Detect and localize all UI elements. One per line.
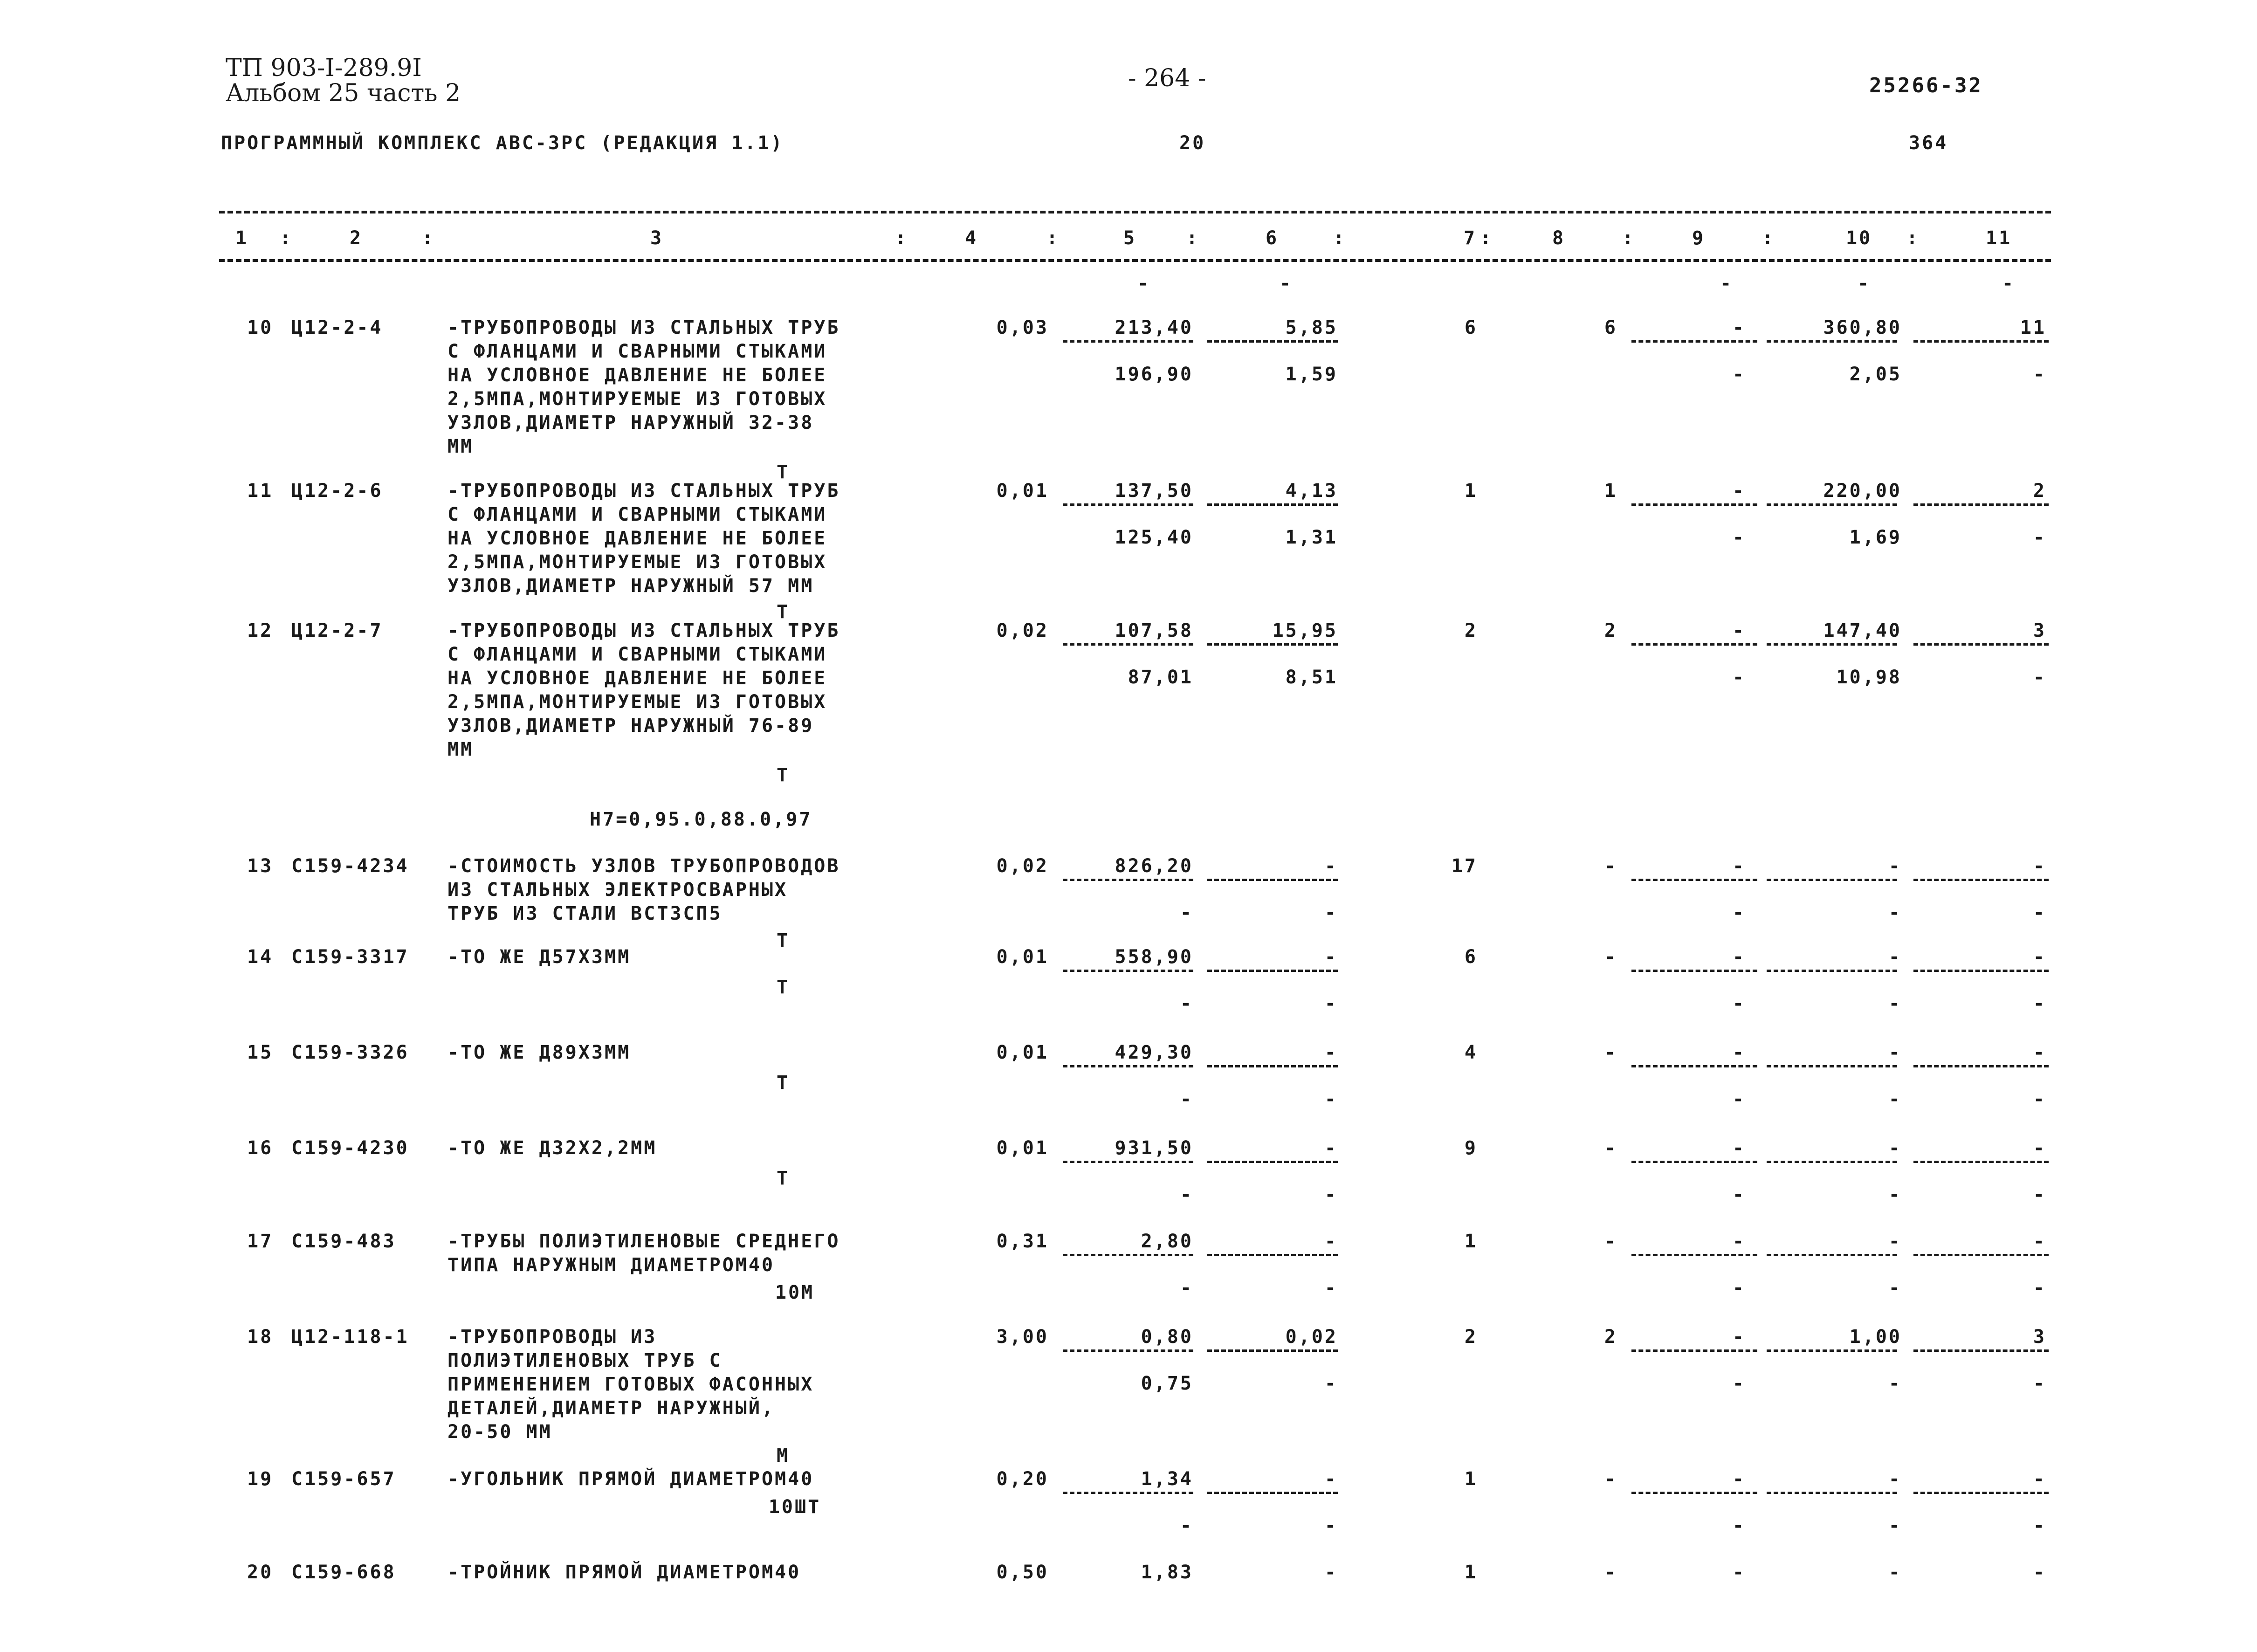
row-unit: М — [776, 1445, 790, 1466]
row-c11-top: 3 — [2033, 1326, 2046, 1348]
cell-divider — [1063, 340, 1193, 343]
row-c6-bottom: - — [1324, 993, 1338, 1014]
row-description: -ТРУБЫ ПОЛИЭТИЛЕНОВЫЕ СРЕДНЕГО ТИПА НАРУЖНЫМ ДИАМЕТРОМ40 — [447, 1231, 840, 1276]
row-c8: - — [1604, 1562, 1617, 1583]
row-code: С159-668 — [291, 1562, 396, 1583]
cell-divider — [1913, 1065, 2049, 1067]
row-c10-bottom: - — [1888, 1277, 1902, 1299]
row-number: 18 — [247, 1326, 274, 1348]
row-number: 14 — [247, 946, 274, 968]
row-quantity: 0,03 — [996, 317, 1049, 338]
row-unit: Т — [776, 1168, 790, 1189]
row-c7: 2 — [1464, 1326, 1478, 1348]
cell-divider — [1063, 970, 1193, 972]
column-separator: : — [1333, 227, 1347, 249]
row-c9-top: - — [1732, 1468, 1746, 1490]
row-description: -УГОЛЬНИК ПРЯМОЙ ДИАМЕТРОМ40 — [447, 1468, 814, 1490]
row-c7: 4 — [1464, 1042, 1478, 1063]
column-header-6: 6 — [1266, 227, 1279, 249]
table-header-rule — [219, 259, 2051, 262]
row-description: -ТРУБОПРОВОДЫ ИЗ СТАЛЬНЫХ ТРУБ С ФЛАНЦАМИ И СВАРНЫМИ СТЫКАМИ НА УСЛОВНОЕ ДАВЛЕНИЕ НЕ БОЛЕЕ 2,5МПА,МОНТИРУЕМЫЕ ИЗ ГОТОВЫХ УЗЛОВ,ДИАМЕТР НАРУЖНЫЙ 76-89 ММ — [447, 620, 840, 760]
row-c6-bottom: 1,31 — [1285, 527, 1338, 548]
column-header-9: 9 — [1692, 227, 1706, 249]
row-c11-bottom: - — [2033, 1088, 2046, 1110]
row-c7: 6 — [1464, 317, 1478, 338]
cell-divider — [1631, 1492, 1757, 1494]
row-c6-top: - — [1324, 946, 1338, 968]
row-description: -ТРУБОПРОВОДЫ ИЗ СТАЛЬНЫХ ТРУБ С ФЛАНЦАМИ И СВАРНЫМИ СТЫКАМИ НА УСЛОВНОЕ ДАВЛЕНИЕ НЕ БОЛЕЕ 2,5МПА,МОНТИРУЕМЫЕ ИЗ ГОТОВЫХ УЗЛОВ,ДИАМЕТР НАРУЖНЫЙ 57 ММ — [447, 480, 840, 597]
row-quantity: 0,01 — [996, 1137, 1049, 1159]
row-c5-top: 0,80 — [1141, 1326, 1193, 1348]
row-c10-top: - — [1888, 1468, 1902, 1490]
row-quantity: 0,01 — [996, 1042, 1049, 1063]
row-unit: 10М — [775, 1282, 815, 1303]
row-c6-top: 4,13 — [1285, 480, 1338, 502]
program-title: ПРОГРАММНЫЙ КОМПЛЕКС АВС-3РС (РЕДАКЦИЯ 1.1) — [221, 132, 784, 154]
row-code: С159-657 — [291, 1468, 396, 1490]
row-c9-bottom: - — [1732, 993, 1746, 1014]
row-c10-top: - — [1888, 1137, 1902, 1159]
row-c11-top: - — [2033, 1562, 2046, 1583]
row-quantity: 0,20 — [996, 1468, 1049, 1490]
row-c9-bottom: - — [1732, 1088, 1746, 1110]
row-description: -ТРУБОПРОВОДЫ ИЗ СТАЛЬНЫХ ТРУБ С ФЛАНЦАМИ И СВАРНЫМИ СТЫКАМИ НА УСЛОВНОЕ ДАВЛЕНИЕ НЕ БОЛЕЕ 2,5МПА,МОНТИРУЕМЫЕ ИЗ ГОТОВЫХ УЗЛОВ,ДИАМЕТР НАРУЖНЫЙ 32-38 ММ — [447, 317, 840, 457]
row-c7: 1 — [1464, 1231, 1478, 1252]
row-c9-bottom: - — [1732, 1277, 1746, 1299]
row-c7: 6 — [1464, 946, 1478, 968]
row-c6-bottom: - — [1324, 902, 1338, 923]
row-c5-top: 107,58 — [1115, 620, 1193, 641]
row-c9-top: - — [1732, 1042, 1746, 1063]
cell-divider — [1913, 643, 2049, 646]
cell-divider — [1207, 1492, 1338, 1494]
cell-divider — [1207, 879, 1338, 881]
row-code: С159-3317 — [291, 946, 409, 968]
row-c7: 17 — [1451, 855, 1478, 877]
row-description: -ТРУБОПРОВОДЫ ИЗ ПОЛИЭТИЛЕНОВЫХ ТРУБ С ПРИМЕНЕНИЕМ ГОТОВЫХ ФАСОННЫХ ДЕТАЛЕЙ,ДИАМЕТР НАРУЖНЫЙ, 20-50 ММ — [447, 1326, 814, 1443]
row-c6-top: - — [1324, 1137, 1338, 1159]
row-c10-top: - — [1888, 1562, 1902, 1583]
row-unit: Т — [776, 601, 790, 623]
row-c6-top: - — [1324, 1231, 1338, 1252]
row-quantity: 0,01 — [996, 946, 1049, 968]
cell-divider — [1767, 1254, 1897, 1256]
cell-divider — [1207, 503, 1338, 506]
cell-divider — [1767, 503, 1897, 506]
row-code: С159-483 — [291, 1231, 396, 1252]
cell-divider — [1631, 1254, 1757, 1256]
row-c9-top: - — [1732, 480, 1746, 502]
cell-divider — [1913, 340, 2049, 343]
row-c11-bottom: - — [2033, 993, 2046, 1014]
row-c11-bottom: - — [2033, 527, 2046, 548]
row-c8: - — [1604, 1231, 1617, 1252]
page-number: - 264 - — [1128, 64, 1206, 92]
row-c9-top: - — [1732, 946, 1746, 968]
row-unit: Т — [776, 1072, 790, 1094]
row-c9-top: - — [1732, 1231, 1746, 1252]
cell-divider — [1913, 1492, 2049, 1494]
column-separator: : — [1762, 227, 1775, 249]
row-c5-bottom: - — [1180, 993, 1193, 1014]
stamp-number: 25266-32 — [1869, 74, 1983, 97]
column-header-1: 1 — [235, 227, 249, 249]
row-number: 11 — [247, 480, 274, 502]
row-quantity: 0,02 — [996, 855, 1049, 877]
row-c10-top: - — [1888, 1231, 1902, 1252]
row-c11-bottom: - — [2033, 667, 2046, 688]
row-number: 12 — [247, 620, 274, 641]
row-number: 13 — [247, 855, 274, 877]
row-number: 10 — [247, 317, 274, 338]
row-c7: 9 — [1464, 1137, 1478, 1159]
code-right: 364 — [1909, 132, 1948, 154]
row-c6-top: - — [1324, 855, 1338, 877]
cell-divider — [1631, 1349, 1757, 1352]
column-separator: : — [1186, 227, 1200, 249]
row-c11-top: - — [2033, 1231, 2046, 1252]
row-description: -ТРОЙНИК ПРЯМОЙ ДИАМЕТРОМ40 — [447, 1562, 801, 1583]
row-quantity: 0,31 — [996, 1231, 1049, 1252]
row-c9-bottom: - — [1732, 1373, 1746, 1394]
cell-divider — [1063, 1349, 1193, 1352]
top-row-c9: - — [1720, 273, 1734, 294]
row-c10-top: 147,40 — [1823, 620, 1902, 641]
row-c10-bottom: - — [1888, 1088, 1902, 1110]
top-row-c11: - — [2002, 273, 2016, 294]
row-c8: 2 — [1604, 620, 1617, 641]
cell-divider — [1631, 1065, 1757, 1067]
column-header-3: 3 — [650, 227, 664, 249]
column-header-2: 2 — [350, 227, 363, 249]
row-c10-bottom: - — [1888, 1373, 1902, 1394]
row-c9-bottom: - — [1732, 1184, 1746, 1205]
row-c5-top: 2,80 — [1141, 1231, 1193, 1252]
row-c9-bottom: - — [1732, 364, 1746, 385]
row-c9-bottom: - — [1732, 527, 1746, 548]
row-c10-top: - — [1888, 855, 1902, 877]
cell-divider — [1631, 879, 1757, 881]
row-c9-bottom: - — [1732, 902, 1746, 923]
row-c5-top: 558,90 — [1115, 946, 1193, 968]
row-c10-bottom: 2,05 — [1849, 364, 1902, 385]
row-c8: 6 — [1604, 317, 1617, 338]
row-c6-bottom: 1,59 — [1285, 364, 1338, 385]
row-c9-top: - — [1732, 317, 1746, 338]
row-c8: - — [1604, 1468, 1617, 1490]
column-separator: : — [280, 227, 293, 249]
row-c5-top: 1,83 — [1141, 1562, 1193, 1583]
row-c11-top: - — [2033, 855, 2046, 877]
row-c10-top: 1,00 — [1849, 1326, 1902, 1348]
row-code: Ц12-2-6 — [291, 480, 383, 502]
row-c9-bottom: - — [1732, 667, 1746, 688]
row-c11-bottom: - — [2033, 1373, 2046, 1394]
row-c11-bottom: - — [2033, 1184, 2046, 1205]
row-description: -ТО ЖЕ Д32Х2,2ММ — [447, 1137, 657, 1159]
row-c5-top: 137,50 — [1115, 480, 1193, 502]
row-c11-top: - — [2033, 1468, 2046, 1490]
row-c7: 1 — [1464, 1562, 1478, 1583]
row-c6-top: - — [1324, 1562, 1338, 1583]
cell-divider — [1063, 503, 1193, 506]
column-header-11: 11 — [1986, 227, 2012, 249]
row-unit: 10ШТ — [768, 1496, 821, 1518]
row-c7: 2 — [1464, 620, 1478, 641]
cell-divider — [1207, 1349, 1338, 1352]
row-c10-top: 220,00 — [1823, 480, 1902, 502]
row-quantity: 0,50 — [996, 1562, 1049, 1583]
cell-divider — [1767, 643, 1897, 646]
row-c11-bottom: - — [2033, 1277, 2046, 1299]
column-header-4: 4 — [965, 227, 978, 249]
row-c6-bottom: - — [1324, 1088, 1338, 1110]
row-c6-top: - — [1324, 1042, 1338, 1063]
row-c10-bottom: - — [1888, 993, 1902, 1014]
row-number: 16 — [247, 1137, 274, 1159]
row-c10-top: - — [1888, 1042, 1902, 1063]
row-c11-top: - — [2033, 1137, 2046, 1159]
cell-divider — [1767, 1065, 1897, 1067]
cell-divider — [1631, 503, 1757, 506]
row-c11-top: - — [2033, 946, 2046, 968]
row-c6-bottom: - — [1324, 1515, 1338, 1536]
row-c8: - — [1604, 855, 1617, 877]
cell-divider — [1063, 1065, 1193, 1067]
row-c5-top: 213,40 — [1115, 317, 1193, 338]
row-code: С159-3326 — [291, 1042, 409, 1063]
row-c8: - — [1604, 946, 1617, 968]
row-quantity: 0,01 — [996, 480, 1049, 502]
row-c6-bottom: - — [1324, 1277, 1338, 1299]
row-c8: - — [1604, 1042, 1617, 1063]
cell-divider — [1063, 1254, 1193, 1256]
cell-divider — [1207, 1254, 1338, 1256]
row-c7: 1 — [1464, 1468, 1478, 1490]
row-c5-top: 1,34 — [1141, 1468, 1193, 1490]
cell-divider — [1063, 879, 1193, 881]
cell-divider — [1767, 340, 1897, 343]
row-c11-bottom: - — [2033, 364, 2046, 385]
row-unit: Т — [776, 461, 790, 483]
row-code: Ц12-2-4 — [291, 317, 383, 338]
cell-divider — [1913, 1254, 2049, 1256]
cell-divider — [1207, 1161, 1338, 1163]
cell-divider — [1767, 1161, 1897, 1163]
cell-divider — [1913, 503, 2049, 506]
column-separator: : — [1480, 227, 1493, 249]
row-c9-top: - — [1732, 1562, 1746, 1583]
cell-divider — [1063, 643, 1193, 646]
row-c11-top: 3 — [2033, 620, 2046, 641]
cell-divider — [1767, 879, 1897, 881]
row-c5-bottom: 87,01 — [1128, 667, 1193, 688]
cell-divider — [1913, 1349, 2049, 1352]
row-c11-bottom: - — [2033, 902, 2046, 923]
cell-divider — [1767, 1349, 1897, 1352]
row-c6-top: 15,95 — [1272, 620, 1338, 641]
cell-divider — [1913, 970, 2049, 972]
cell-divider — [1207, 340, 1338, 343]
cell-divider — [1063, 1492, 1193, 1494]
row-c11-top: 11 — [2020, 317, 2046, 338]
row-description: -ТО ЖЕ Д57Х3ММ — [447, 946, 631, 968]
row-c9-top: - — [1732, 1326, 1746, 1348]
cell-divider — [1913, 1161, 2049, 1163]
row-code: С159-4234 — [291, 855, 409, 877]
row-c10-top: 360,80 — [1823, 317, 1902, 338]
row-c11-bottom: - — [2033, 1515, 2046, 1536]
top-row-c10: - — [1858, 273, 1871, 294]
coefficient-line: Н7=0,95.0,88.0,97 — [590, 809, 812, 830]
row-c10-bottom: - — [1888, 902, 1902, 923]
row-c7: 1 — [1464, 480, 1478, 502]
row-c5-top: 826,20 — [1115, 855, 1193, 877]
row-unit: Т — [776, 764, 790, 786]
album-label: Альбом 25 часть 2 — [226, 79, 461, 107]
row-c5-top: 429,30 — [1115, 1042, 1193, 1063]
top-row-c5: - — [1137, 273, 1151, 294]
row-c11-top: - — [2033, 1042, 2046, 1063]
row-number: 15 — [247, 1042, 274, 1063]
column-separator: : — [895, 227, 908, 249]
row-c8: - — [1604, 1137, 1617, 1159]
table-top-rule — [219, 211, 2051, 213]
row-c9-top: - — [1732, 855, 1746, 877]
row-c5-bottom: 196,90 — [1115, 364, 1193, 385]
row-quantity: 3,00 — [996, 1326, 1049, 1348]
row-description: -СТОИМОСТЬ УЗЛОВ ТРУБОПРОВОДОВ ИЗ СТАЛЬНЫХ ЭЛЕКТРОСВАРНЫХ ТРУБ ИЗ СТАЛИ ВСТ3СП5 — [447, 855, 840, 924]
column-header-10: 10 — [1846, 227, 1872, 249]
row-c10-bottom: - — [1888, 1515, 1902, 1536]
row-c9-bottom: - — [1732, 1515, 1746, 1536]
row-c5-bottom: - — [1180, 1184, 1193, 1205]
column-separator: : — [1906, 227, 1920, 249]
cell-divider — [1631, 970, 1757, 972]
row-c5-bottom: 125,40 — [1115, 527, 1193, 548]
row-c10-bottom: - — [1888, 1184, 1902, 1205]
row-description: -ТО ЖЕ Д89Х3ММ — [447, 1042, 631, 1063]
row-quantity: 0,02 — [996, 620, 1049, 641]
row-c8: 1 — [1604, 480, 1617, 502]
column-separator: : — [422, 227, 435, 249]
sheet-number: 20 — [1179, 132, 1206, 154]
row-c6-bottom: - — [1324, 1184, 1338, 1205]
row-number: 17 — [247, 1231, 274, 1252]
row-c8: 2 — [1604, 1326, 1617, 1348]
cell-divider — [1631, 643, 1757, 646]
row-c6-bottom: 8,51 — [1285, 667, 1338, 688]
column-separator: : — [1622, 227, 1636, 249]
cell-divider — [1631, 340, 1757, 343]
cell-divider — [1207, 970, 1338, 972]
column-header-5: 5 — [1123, 227, 1137, 249]
row-c6-top: 5,85 — [1285, 317, 1338, 338]
row-code: Ц12-2-7 — [291, 620, 383, 641]
row-unit: Т — [776, 930, 790, 951]
cell-divider — [1767, 1492, 1897, 1494]
cell-divider — [1631, 1161, 1757, 1163]
row-c11-top: 2 — [2033, 480, 2046, 502]
row-c10-bottom: 1,69 — [1849, 527, 1902, 548]
row-unit: Т — [776, 977, 790, 998]
row-c10-bottom: 10,98 — [1836, 667, 1902, 688]
row-number: 19 — [247, 1468, 274, 1490]
cell-divider — [1767, 970, 1897, 972]
column-separator: : — [1046, 227, 1060, 249]
row-c5-bottom: - — [1180, 1088, 1193, 1110]
row-c9-top: - — [1732, 1137, 1746, 1159]
document-code: ТП 903-I-289.9I — [226, 54, 422, 82]
row-c5-bottom: - — [1180, 902, 1193, 923]
row-c10-top: - — [1888, 946, 1902, 968]
row-c5-bottom: - — [1180, 1277, 1193, 1299]
row-c5-bottom: - — [1180, 1515, 1193, 1536]
row-c6-top: 0,02 — [1285, 1326, 1338, 1348]
row-c5-top: 931,50 — [1115, 1137, 1193, 1159]
row-c6-top: - — [1324, 1468, 1338, 1490]
row-c9-top: - — [1732, 620, 1746, 641]
cell-divider — [1207, 1065, 1338, 1067]
cell-divider — [1063, 1161, 1193, 1163]
row-c6-bottom: - — [1324, 1373, 1338, 1394]
cell-divider — [1913, 879, 2049, 881]
row-code: Ц12-118-1 — [291, 1326, 409, 1348]
top-row-c6: - — [1280, 273, 1293, 294]
row-c5-bottom: 0,75 — [1141, 1373, 1193, 1394]
cell-divider — [1207, 643, 1338, 646]
column-header-7: 7 — [1464, 227, 1477, 249]
row-code: С159-4230 — [291, 1137, 409, 1159]
column-header-8: 8 — [1552, 227, 1566, 249]
row-number: 20 — [247, 1562, 274, 1583]
